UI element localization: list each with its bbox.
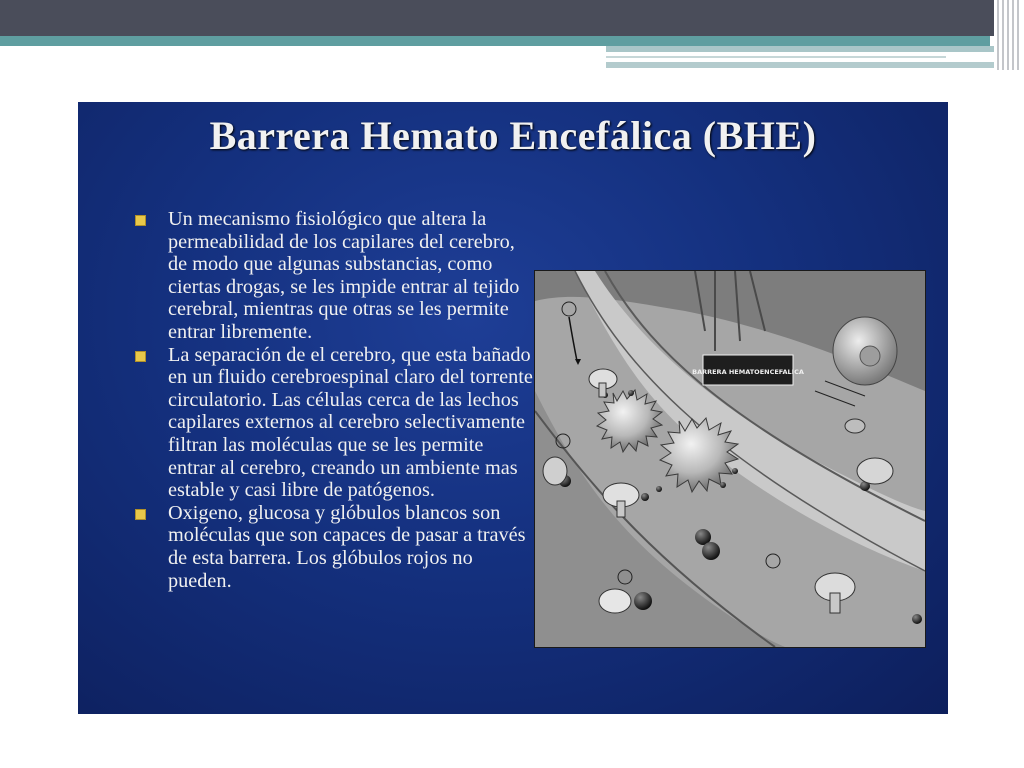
- accent-line: [606, 56, 946, 58]
- bullet-item: [134, 502, 534, 592]
- header-bar: [0, 0, 1024, 36]
- corner-decoration: [994, 0, 1024, 70]
- bullet-marker-icon: [136, 352, 145, 361]
- accent-line: [606, 62, 994, 68]
- bullet-item: [134, 208, 534, 344]
- bullet-item: [134, 344, 534, 502]
- bullet-marker-icon: [136, 510, 145, 519]
- bullet-list: [134, 208, 534, 592]
- teal-accent-band: [0, 36, 990, 46]
- illustration-label: BARRERA HEMATOENCEFALICA: [692, 368, 804, 376]
- bullet-text: Un mecanismo fisiológico que altera la permeabilidad de los capilares del cerebro, de modo que algunas substancias, como ciertas drogas, se les impide entrar al tejido cerebral, mientras que otras se les permite entrar libremente.: [168, 208, 520, 343]
- accent-line: [606, 46, 996, 52]
- slide-title: Barrera Hemato Encefálica (BHE): [209, 113, 817, 158]
- bullet-text: Oxigeno, glucosa y glóbulos blancos son moléculas que son capaces de pasar a través de esta barrera. Los glóbulos rojos no pueden.: [168, 501, 526, 592]
- illustration-drawing: [535, 271, 925, 647]
- bullet-text: La separación de el cerebro, que esta bañado en un fluido cerebroespinal claro del torrente circulatorio. Las células cerca de las lechos capilares externos al cerebro selectivamente filtran las moléculas que se les permite entrar al cerebro, creando un ambiente mas estable y casi libre de patógenos.: [168, 343, 533, 502]
- slide-image: [78, 102, 948, 714]
- blood-brain-barrier-illustration: [534, 270, 926, 648]
- bullet-marker-icon: [136, 216, 145, 225]
